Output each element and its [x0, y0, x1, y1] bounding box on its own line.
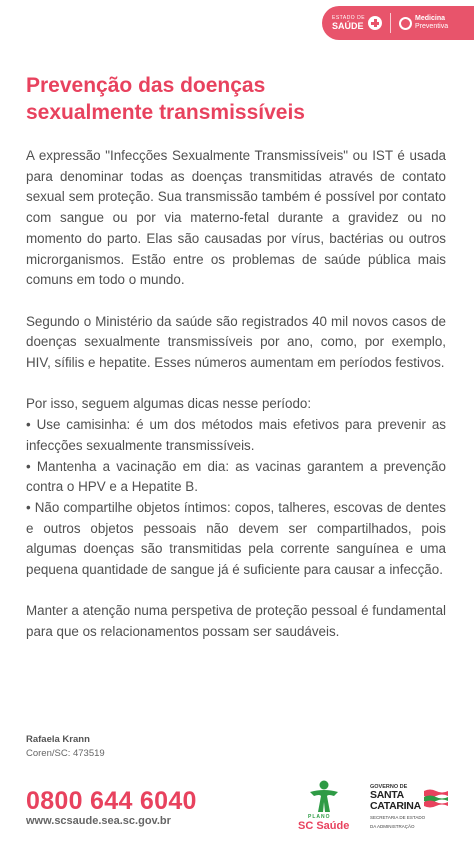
author-name: Rafaela Krann — [26, 734, 90, 745]
paragraph-closing: Manter a atenção numa perspetiva de proteção pessoal é fundamental para que os relacionamentos possam ser saudáveis. — [26, 603, 446, 640]
saude-logo-text: SAÚDE — [332, 21, 364, 31]
tip-item: • Use camisinha: é um dos métodos mais efetivos para prevenir as infecções sexualmente transmissíveis. — [26, 417, 446, 453]
plano-name-text: SC Saúde — [298, 820, 350, 832]
gov-dept-line2: DA ADMINISTRAÇÃO — [370, 823, 415, 829]
header-logo-pill — [322, 6, 474, 40]
header-divider — [390, 13, 391, 33]
mp-logo-line1: Medicina — [415, 15, 445, 22]
medical-cross-icon — [368, 16, 382, 30]
tip-item: • Não compartilhe objetos íntimos: copos, talheres, escovas de dentes e outros objetos pessoais não devem ser compartilhados, pois algumas doenças são transmitidas pela corrente sanguínea e uma pequena quantidade de sangue já é suficiente para causar a infecção. — [26, 499, 446, 578]
plano-figure-icon — [306, 780, 342, 814]
tips-section — [26, 394, 446, 580]
tips-intro: Por isso, seguem algumas dicas nesse período: — [26, 396, 312, 412]
estado-de-saude-logo — [332, 15, 382, 31]
gov-name-line1: SANTA — [370, 789, 404, 801]
paragraph-statistics: Segundo o Ministério da saúde são registrados 40 mil novos casos de doenças sexualmente transmissíveis por ano, como, por exemplo, HIV, sífilis e hepatite. Esses números aumentam em períodos festivos. — [26, 313, 446, 371]
article-body — [26, 146, 446, 664]
article-title — [26, 72, 456, 126]
author-registration: Coren/SC: 473519 — [26, 748, 105, 759]
paragraph-intro: A expressão "Infecções Sexualmente Transmissíveis" ou IST é usada para denominar todas as doenças transmitidas através de contato sexual sem proteção. Sua transmissão também é possível por contato com sangue ou por via materno-fetal durante a gravidez ou no momento do parto. Elas são causadas por vírus, bactérias ou outros microrganismos. Estão entre os problemas de saúde pública mais comuns em todo o mundo. — [26, 148, 446, 288]
header-bar — [0, 0, 474, 44]
mp-logo-line2: Preventiva — [415, 23, 449, 30]
plano-small-text: PLANO — [308, 814, 331, 820]
title-line-1: Prevenção das doenças — [26, 74, 266, 97]
title-line-2: sexualmente transmissíveis — [26, 101, 305, 124]
phone-number[interactable]: 0800 644 6040 — [26, 787, 197, 815]
gov-small-text: GOVERNO DE — [370, 784, 408, 790]
website-link[interactable]: www.scsaude.sea.sc.gov.br — [26, 815, 171, 827]
plano-sc-saude-logo — [296, 780, 354, 836]
tip-item: • Mantenha a vacinação em dia: as vacinas garantem a prevenção contra o HPV e a Hepatite B. — [26, 458, 446, 495]
medicina-preventiva-logo — [399, 15, 448, 31]
gov-name-line2: CATARINA — [370, 800, 421, 812]
governo-santa-catarina-logo — [370, 784, 450, 834]
state-flag-icon — [424, 788, 448, 808]
author-block — [26, 733, 105, 761]
gov-dept-line1: SECRETARIA DE ESTADO — [370, 815, 426, 820]
saude-logo-small-text: ESTADO DE — [332, 15, 366, 21]
heart-ring-icon — [399, 17, 412, 30]
